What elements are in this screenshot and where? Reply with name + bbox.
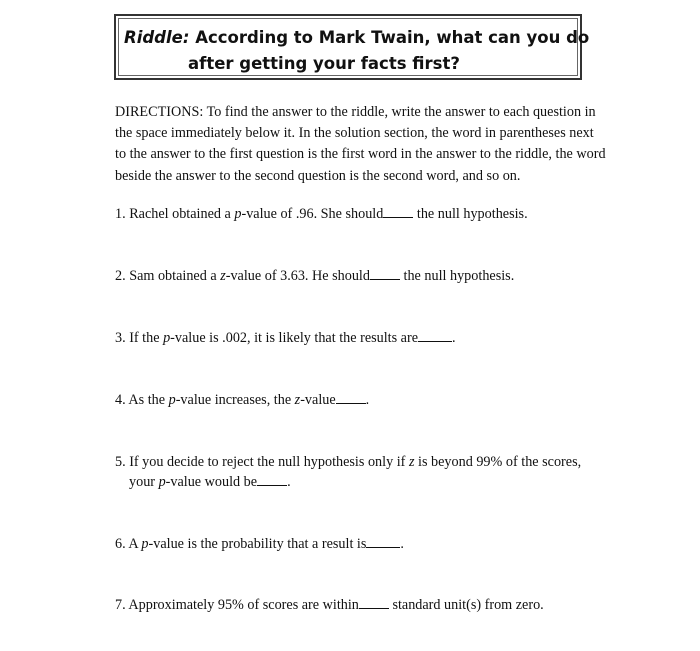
question-7 <box>115 595 544 615</box>
directions-paragraph <box>115 102 606 187</box>
question-text: 2. Sam obtained a <box>115 268 221 284</box>
question-1 <box>115 204 528 224</box>
question-variable: z <box>408 454 415 470</box>
answer-blank-7[interactable] <box>359 595 389 609</box>
question-text: 4. As the <box>115 392 169 408</box>
directions-line: DIRECTIONS: To find the answer to the riddle, write the answer to each question in <box>115 104 596 120</box>
directions-line: to the answer to the first question is the first word in the answer to the riddle, the word <box>115 146 606 163</box>
question-variable: z <box>220 268 226 284</box>
riddle-line-1 <box>124 25 589 50</box>
question-text: -value is .002, it is likely that the results are <box>170 330 419 346</box>
question-variable: p <box>158 474 166 490</box>
answer-blank-1[interactable] <box>383 204 413 218</box>
answer-blank-3[interactable] <box>418 328 452 342</box>
riddle-line-2: after getting your facts first? <box>188 54 460 73</box>
question-text: . <box>365 392 370 408</box>
question-variable: p <box>234 206 242 222</box>
question-6 <box>115 534 404 554</box>
question-text: -value would be <box>165 474 258 490</box>
question-5-line-2 <box>115 472 581 492</box>
question-variable: z <box>294 392 301 408</box>
question-text: -value of .96. She should <box>241 206 384 222</box>
question-text: -value increases, the <box>175 392 295 408</box>
answer-blank-6[interactable] <box>366 534 400 548</box>
question-4 <box>115 390 369 410</box>
riddle-label: Riddle: <box>124 28 190 47</box>
question-text: 5. If you decide to reject the null hypothesis only if <box>115 454 409 470</box>
question-text: . <box>452 330 456 346</box>
question-text: 1. Rachel obtained a <box>115 206 235 222</box>
question-text: 3. If the <box>115 330 164 346</box>
question-5 <box>115 452 581 492</box>
answer-blank-5[interactable] <box>257 472 287 486</box>
question-text: standard unit(s) from zero. <box>388 597 544 613</box>
question-2 <box>115 266 514 286</box>
question-variable: p <box>141 536 149 552</box>
question-text: . <box>400 536 404 552</box>
question-variable: p <box>168 392 176 408</box>
question-text: is beyond 99% of the scores, <box>414 454 582 470</box>
question-text: 7. Approximately 95% of scores are within <box>115 597 359 613</box>
directions-line: beside the answer to the second question is the second word, and so on. <box>115 167 521 184</box>
question-variable: p <box>163 330 171 346</box>
riddle-box <box>114 14 590 80</box>
question-text: -value <box>300 392 336 408</box>
directions-line: the space immediately below it. In the solution section, the word in parentheses next <box>115 125 594 142</box>
answer-blank-4[interactable] <box>336 390 366 404</box>
question-text: . <box>287 474 291 490</box>
answer-blank-2[interactable] <box>370 266 400 280</box>
riddle-line-1-text: According to Mark Twain, what can you do <box>195 28 590 47</box>
question-3 <box>115 328 456 348</box>
question-text: the null hypothesis. <box>399 268 515 284</box>
question-text: 6. A <box>115 536 142 552</box>
question-text: the null hypothesis. <box>413 206 528 222</box>
question-text: -value of 3.63. He should <box>225 268 370 284</box>
question-text: -value is the probability that a result is <box>148 536 367 552</box>
question-text: your <box>129 474 159 490</box>
